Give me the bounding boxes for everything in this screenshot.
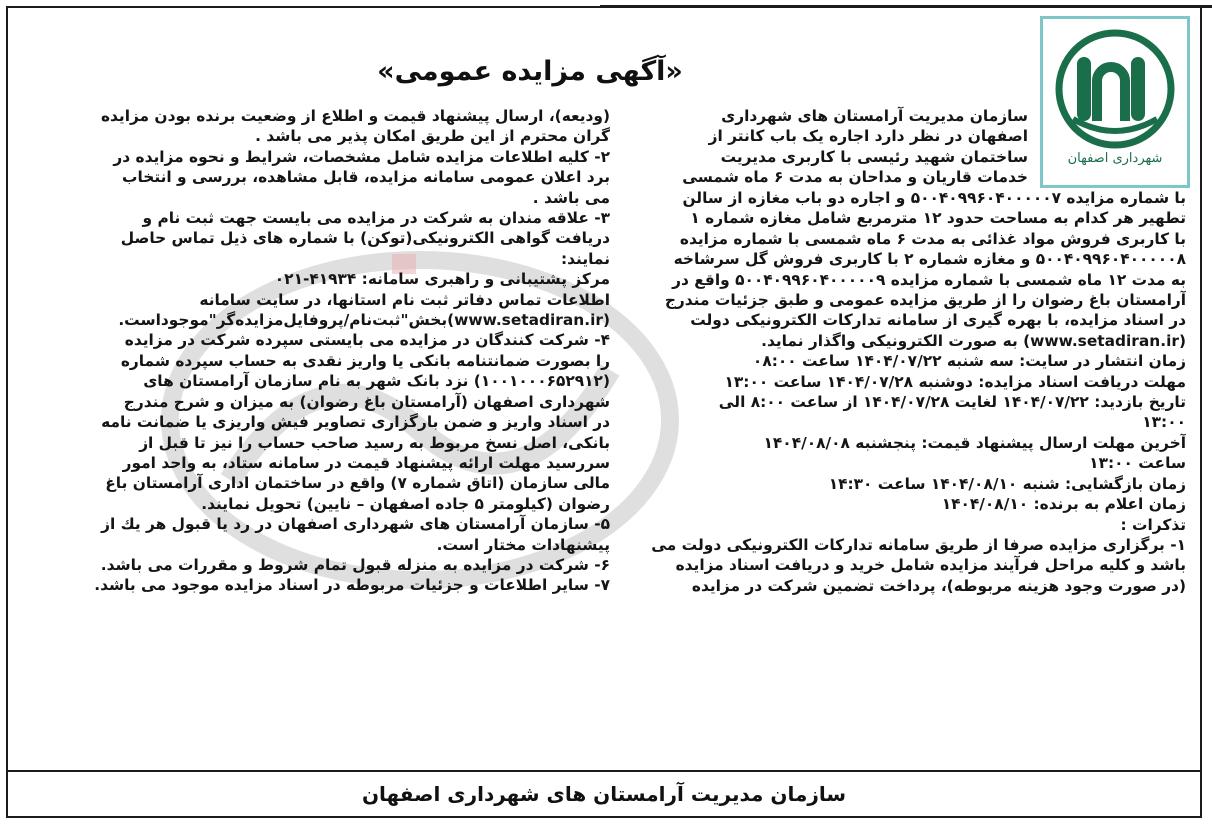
- text-line: شهرداری اصفهان (آرامستان باغ رضوان) به میزان و شرح مندرج: [123, 392, 610, 411]
- text-line: ۲- کلیه اطلاعات مزایده شامل مشخصات، شرایط و نحوه مزایده در: [113, 147, 610, 166]
- text-line: مالی سازمان (اتاق شماره ۷) واقع در ساختمان اداری آرامستان باغ: [105, 474, 610, 493]
- publish-date: زمان انتشار در سایت: سه شنبه ۱۴۰۴/۰۷/۲۲ ساعت ۰۸:۰۰: [752, 352, 1186, 371]
- winner-announcement-date: زمان اعلام به برنده: ۱۴۰۴/۰۸/۱۰: [941, 495, 1186, 514]
- opening-date: زمان بازگشایی: شنبه ۱۴۰۴/۰۸/۱۰ ساعت ۱۴:۳۰: [828, 474, 1186, 493]
- text-line: ۱- برگزاری مزایده صرفا از طریق سامانه تدارکات الکترونیکی دولت می: [651, 535, 1186, 554]
- text-line: تطهیر هر کدام به مساحت حدود ۱۲ مترمربع شامل مغازه شماره ۱: [690, 209, 1186, 228]
- text-line: در اسناد واریز و ضمن بارگزاری تصاویر فیش واریزی یا ضمانت نامه: [101, 413, 610, 432]
- bid-deadline: آخرین مهلت ارسال پیشنهاد قیمت: پنجشنبه ۱۴۰۴/۰۸/۰۸: [763, 433, 1186, 452]
- text-line: در اسناد مزایده، با بهره گیری از سامانه تدارکات الکترونیکی دولت: [690, 311, 1186, 330]
- text-line: (در صورت وجود هزینه مربوطه)، پرداخت تضمین شرکت در مزایده: [691, 576, 1186, 595]
- document-deadline: مهلت دریافت اسناد مزایده: دوشنبه ۱۴۰۴/۰۷/۲۸ ساعت ۱۳:۰۰: [724, 372, 1186, 391]
- text-line: با شماره مزایده ۵۰۰۴۰۹۹۶۰۴۰۰۰۰۰۷ و اجاره دو باب مغازه از سالن: [682, 189, 1186, 207]
- text-line: دریافت گواهی الکترونیکی(توکن) با شماره های ذیل تماس حاصل: [120, 229, 610, 248]
- text-line: با کاربری فروش مواد غذائی به مدت ۶ ماه شمسی با شماره مزایده: [679, 229, 1186, 248]
- text-line: پیشنهادات مختار است.: [436, 535, 610, 554]
- text-line: به مدت ۱۲ ماه شمسی با شماره مزایده ۵۰۰۴۰۹۹۶۰۴۰۰۰۰۰۹ واقع در: [672, 270, 1186, 289]
- visit-dates: تاریخ بازدید: ۱۴۰۴/۰۷/۲۲ لغایت ۱۴۰۴/۰۷/۲۸ از ساعت ۸:۰۰ الی: [718, 393, 1186, 412]
- isfahan-municipality-logo-icon: [1043, 23, 1187, 153]
- support-phone: مرکز پشتیبانی و راهبری سامانه: ۴۱۹۳۴-۰۲۱: [274, 270, 610, 289]
- text-line: (www.setadiran.ir) به صورت الکترونیکی واگذار نماید.: [761, 331, 1186, 350]
- text-line: گران محترم از این طریق امکان پذیر می باشد .: [255, 127, 610, 146]
- right-column-intro: [616, 106, 1028, 188]
- text-line: می باشد .: [532, 188, 610, 207]
- text-line: ۷- سایر اطلاعات و جزئیات مربوطه در اسناد مزایده موجود می باشد.: [94, 576, 610, 595]
- text-line: اطلاعات تماس دفاتر ثبت نام استانها، در سایت سامانه: [199, 290, 610, 309]
- left-column-body: [38, 106, 610, 596]
- text-line: سازمان مدیریت آرامستان های شهرداری: [721, 107, 1028, 125]
- text-line: بانکی، اصل نسخ مربوط به رسید صاحب حساب را نیز تا قبل از: [139, 433, 610, 452]
- text-line: اصفهان در نظر دارد اجاره یک باب کانتر از: [708, 127, 1028, 146]
- account-number: (۱۰۰۱۰۰۰۶۵۲۹۱۲) نزد بانک شهر به نام سازمان آرامستان های: [143, 372, 610, 391]
- logo-box: [1040, 16, 1190, 188]
- right-column-body: [616, 188, 1186, 596]
- text-line: نمایند:: [561, 249, 610, 268]
- text-line: ۳- علاقه مندان به شرکت در مزایده می بایست جهت ثبت نام و: [142, 209, 610, 228]
- notes-heading: تذکرات :: [1120, 515, 1186, 534]
- setadiran-link[interactable]: (www.setadiran.ir)بخش"ثبت‌نام/پروفایل‌مزایده‌گر"موجوداست.: [118, 311, 610, 330]
- text-line: (ودیعه)، ارسال پیشنهاد قیمت و اطلاع از وضعیت برنده بودن مزایده: [100, 107, 610, 125]
- text-line: رضوان (کیلومتر ۵ جاده اصفهان – نایین) تحویل نمایند.: [201, 494, 610, 513]
- logo-caption: شهرداری اصفهان: [1067, 151, 1163, 166]
- page-title: «آگهی مزایده عمومی»: [377, 56, 683, 87]
- text-line: را بصورت ضمانتنامه بانکی یا واریز نقدی به حساب سپرده شماره: [120, 351, 610, 370]
- text-line: ۶- شرکت در مزایده به منزله قبول تمام شروط و مقررات می باشد.: [100, 555, 610, 574]
- text-line: آرامستان باغ رضوان را از طریق مزایده عمومی و طبق جزئیات مندرج: [664, 291, 1186, 310]
- text-line: خدمات قاریان و مداحان به مدت ۶ ماه شمسی: [682, 168, 1028, 187]
- visit-dates-end: ۱۳:۰۰: [1142, 413, 1186, 432]
- text-line: ۵۰۰۴۰۹۹۶۰۴۰۰۰۰۰۸ و مغازه شماره ۲ با کاربری فروش گل سرشاخه: [673, 250, 1186, 269]
- footer-organization: سازمان مدیریت آرامستان های شهرداری اصفهان: [6, 770, 1202, 818]
- text-line: ۵- سازمان آرامستان های شهرداری اصفهان در رد یا قبول هر یك از: [101, 515, 610, 534]
- top-rule: [600, 0, 1212, 8]
- text-line: ۴- شرکت کنندگان در مزایده می بایستی سپرده شرکت در مزایده: [124, 331, 610, 350]
- text-line: ساختمان شهید رئیسی با کاربری مدیریت: [720, 147, 1028, 166]
- text-line: باشد و کلیه مراحل فرآیند مزایده شامل خرید و دریافت اسناد مزایده: [675, 556, 1186, 575]
- bid-deadline-time: ساعت ۱۳:۰۰: [1089, 454, 1186, 473]
- text-line: برد اعلان عمومی سامانه مزایده، قابل مشاهده، بررسی و انتخاب: [122, 168, 610, 187]
- text-line: سررسید مهلت ارائه پیشنهاد قیمت در سامانه ستاد، به واحد امور: [122, 453, 610, 472]
